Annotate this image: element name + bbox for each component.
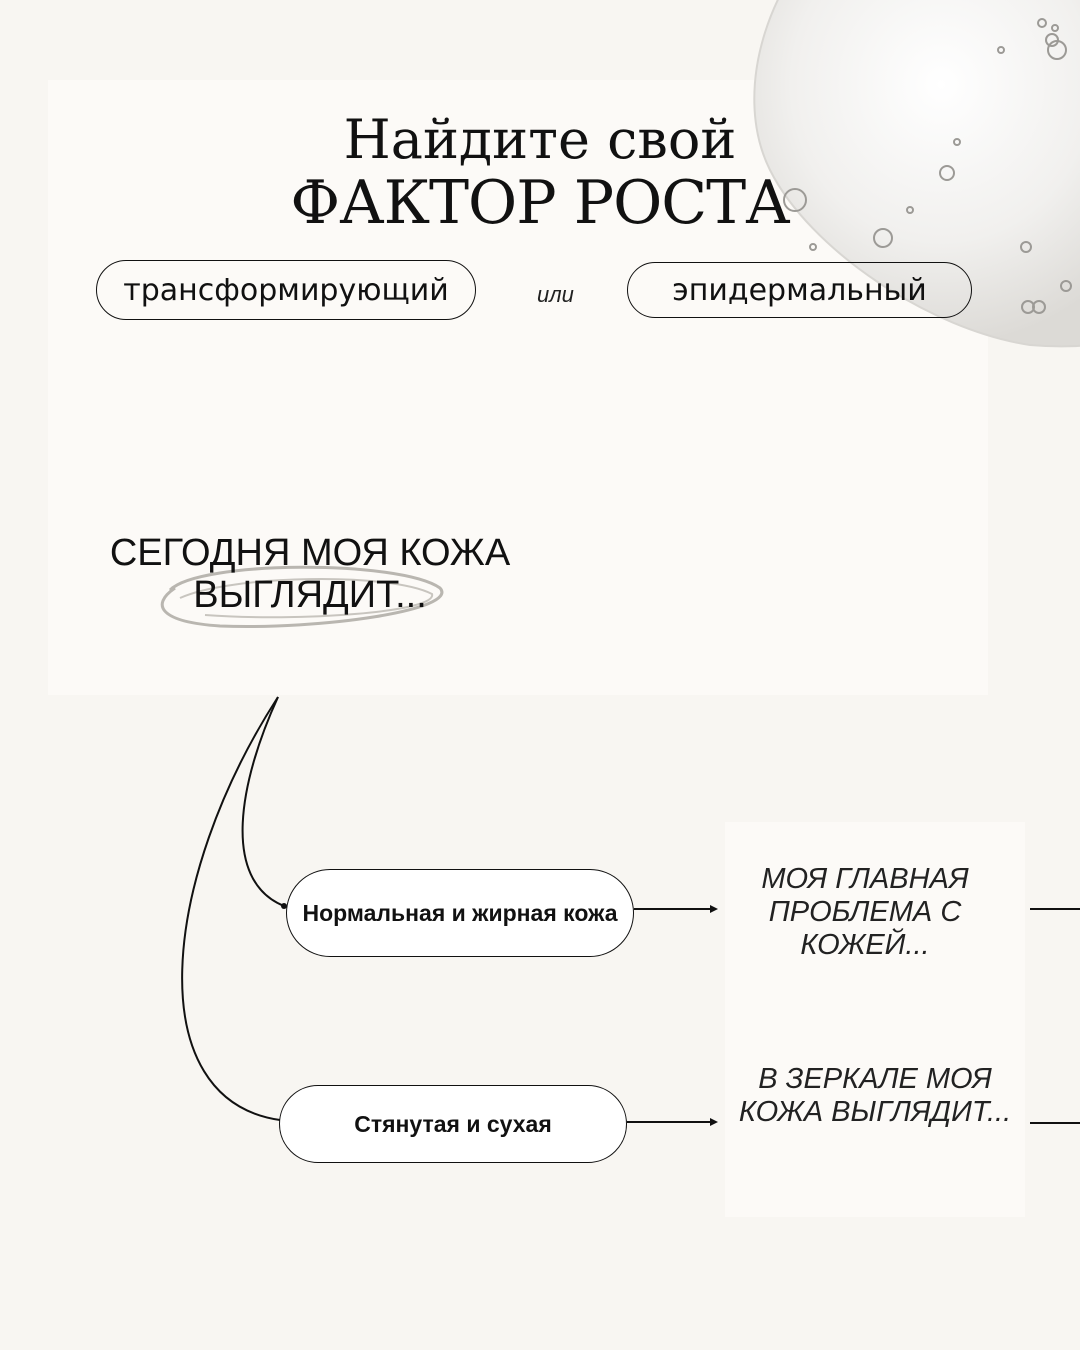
skin-prompt-heading bbox=[100, 532, 520, 616]
skin-prompt-line-1: СЕГОДНЯ МОЯ КОЖА bbox=[109, 532, 511, 574]
next-question-problem: МОЯ ГЛАВНАЯ ПРОБЛЕМА С КОЖЕЙ... bbox=[761, 863, 969, 961]
or-connector-label: или bbox=[537, 282, 574, 307]
next-question-mirror: В ЗЕРКАЛЕ МОЯ КОЖА ВЫГЛЯДИТ... bbox=[738, 1063, 1012, 1128]
node-tight-dry-skin: Стянутая и сухая bbox=[279, 1085, 627, 1163]
branch-curve-normal bbox=[243, 697, 284, 906]
arrowhead-dry bbox=[710, 1118, 718, 1126]
branch-curve-dry bbox=[182, 697, 280, 1120]
title-line-2: ФАКТОР РОСТА bbox=[290, 168, 790, 238]
option-transforming-pill: трансформирующий bbox=[96, 260, 476, 320]
arrowhead-normal bbox=[710, 905, 718, 913]
skin-prompt-line-2: ВЫГЛЯДИТ... bbox=[193, 574, 427, 616]
title-line-1: Найдите свой bbox=[343, 108, 737, 171]
option-epidermal-pill: эпидермальный bbox=[627, 262, 972, 318]
node-normal-oily-skin: Нормальная и жирная кожа bbox=[286, 869, 634, 957]
